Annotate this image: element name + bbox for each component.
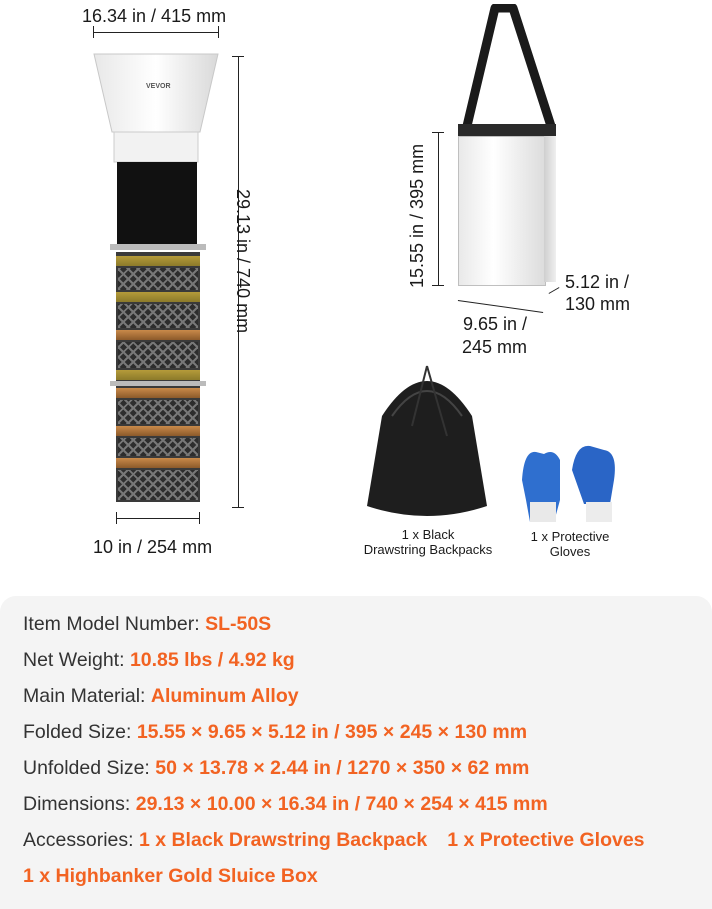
spec-material [23, 684, 299, 708]
backpack-caption-2: Drawstring Backpacks [363, 542, 493, 557]
riffle-bar [116, 330, 200, 340]
dim-length: 29.13 in / 740 mm [233, 189, 253, 334]
box-side [544, 136, 556, 282]
dim-tick [218, 26, 219, 38]
dim-tick [432, 132, 444, 133]
dim-tick [232, 507, 244, 508]
backpack-caption-1: 1 x Black [401, 527, 455, 542]
dim-folded-depth-1: 5.12 in / [565, 272, 630, 292]
riffle-mesh [118, 470, 198, 500]
riffle-bar [116, 426, 200, 436]
spec-key: Net Weight: [23, 649, 130, 671]
spec-key: Accessories: [23, 829, 139, 851]
dim-folded-height: 15.55 in / 395 mm [407, 143, 427, 288]
dim-height-line [438, 132, 439, 286]
riffle-mesh [118, 304, 198, 328]
riffle-mesh [118, 342, 198, 368]
dim-tick [232, 56, 244, 57]
dim-width-line [458, 300, 543, 313]
dim-tick [199, 512, 200, 524]
carry-strap [455, 4, 565, 134]
spec-value: 1 x Highbanker Gold Sluice Box [23, 865, 318, 887]
gloves-caption-2: Gloves [549, 544, 591, 559]
riffle-bar [116, 292, 200, 302]
riffle-bar [116, 458, 200, 468]
box-front [458, 136, 546, 286]
dim-top-width-line [93, 32, 219, 33]
protective-gloves-image [514, 440, 624, 524]
dim-folded-width-1: 9.65 in / [463, 314, 528, 334]
box-top-lid [458, 124, 556, 136]
dim-folded-width-2: 245 mm [462, 337, 528, 357]
hinge-bar [110, 244, 206, 250]
spec-value: 29.13 × 10.00 × 16.34 in / 740 × 254 × 415 mm [135, 793, 548, 815]
spec-key: Item Model Number: [23, 613, 206, 635]
dim-depth-line [549, 287, 560, 294]
spec-unfolded-size [23, 756, 529, 780]
dim-bottom-line [116, 518, 200, 519]
riffle-mesh [118, 438, 198, 456]
hinge-bar [110, 381, 206, 386]
spec-value: Aluminum Alloy [150, 685, 299, 707]
dim-tick [432, 285, 444, 286]
spec-value-2: 1 x Protective Gloves [447, 829, 645, 851]
dim-top-width: 16.34 in / 415 mm [82, 6, 227, 26]
black-mat [117, 162, 197, 244]
spec-folded-size [23, 720, 527, 744]
hopper-shape [88, 48, 224, 164]
spec-key: Dimensions: [23, 793, 136, 815]
spec-value: 50 × 13.78 × 2.44 in / 1270 × 350 × 62 mm [155, 757, 530, 779]
dim-folded-depth-2: 130 mm [565, 294, 631, 314]
spec-key: Main Material: [23, 685, 151, 707]
spec-value: SL-50S [205, 613, 272, 635]
gloves-caption-1: 1 x Protective [530, 529, 610, 544]
riffle-bar [116, 256, 200, 266]
spec-key: Unfolded Size: [23, 757, 156, 779]
riffle-mesh [118, 400, 198, 424]
spec-panel [0, 596, 712, 909]
spec-value: 10.85 lbs / 4.92 kg [129, 649, 295, 671]
spec-weight [23, 648, 295, 672]
spec-model [23, 612, 271, 636]
dim-tick [116, 512, 117, 524]
riffle-mesh [118, 268, 198, 290]
dim-bottom-width: 10 in / 254 mm [93, 537, 213, 557]
riffle-bar [116, 370, 200, 380]
spec-accessories-cont [23, 864, 318, 888]
spec-key: Folded Size: [23, 721, 137, 743]
riffle-bar [116, 388, 200, 398]
spec-dimensions [23, 792, 548, 816]
spec-value: 15.55 × 9.65 × 5.12 in / 395 × 245 × 130 mm [136, 721, 528, 743]
drawstring-backpack-image [352, 356, 502, 524]
spec-value: 1 x Black Drawstring Backpack [138, 829, 428, 851]
spec-accessories [23, 828, 645, 852]
dim-tick [93, 26, 94, 38]
brand-logo: VEVOR [146, 83, 171, 90]
